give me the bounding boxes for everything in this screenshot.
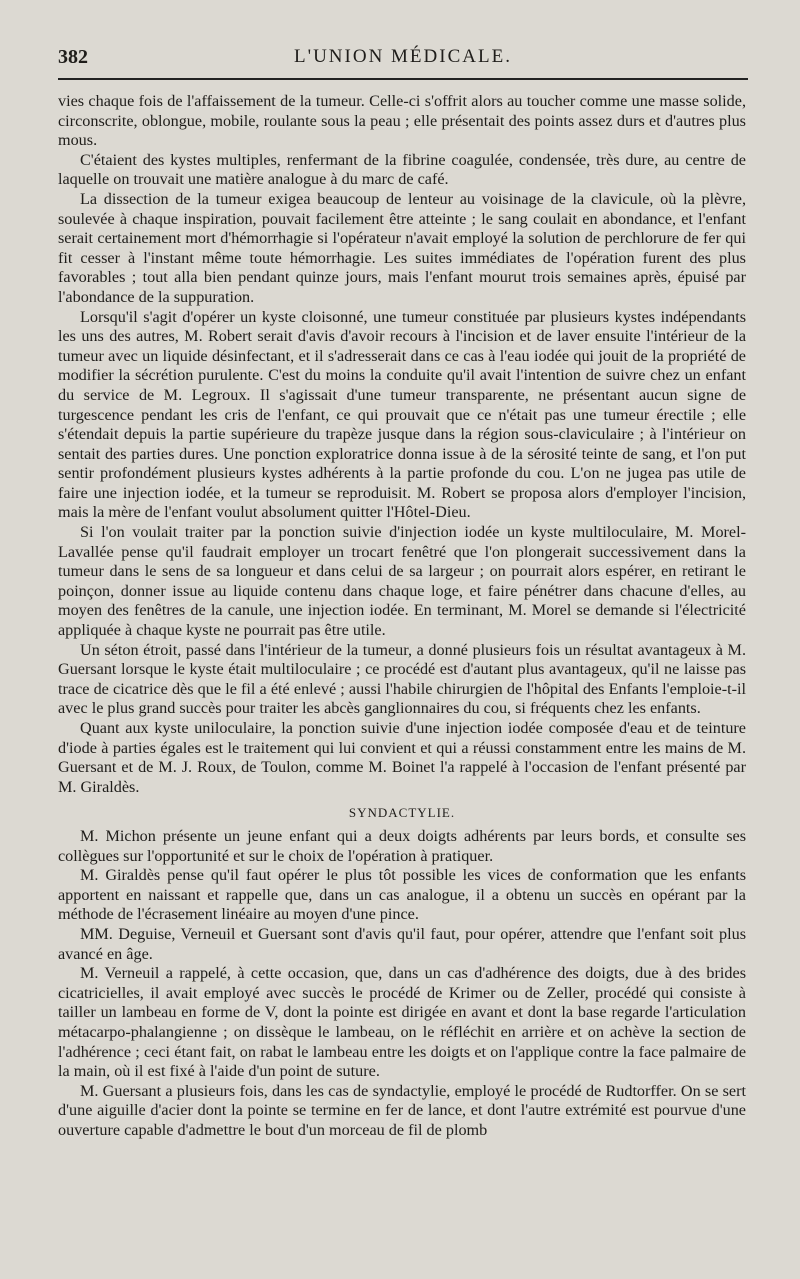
paragraph: C'étaient des kystes multiples, renfermant de la fibrine coagulée, condensée, très dure, au centre de laquelle on trouvait une matière analogue à du marc de café. (58, 150, 746, 189)
paragraph: Quant aux kyste uniloculaire, la ponction suivie d'une injection iodée composée d'eau et de teinture d'iode à parties égales est le traitement qui lui convient et qui a réussi constamment entre les mains de M. Guersant et de M. J. Roux, de Toulon, comme M. Boinet l'a rappelé à l'occasion de l'enfant présenté par M. Giraldès. (58, 719, 746, 796)
page-number: 382 (58, 46, 88, 68)
header-rule (58, 78, 748, 80)
paragraph: Un séton étroit, passé dans l'intérieur de la tumeur, a donné plusieurs fois un résultat avantageux à M. Guersant lorsque le kyste était multiloculaire ; ce procédé est d'autant plus avantageux, qu'il ne laisse pas trace de cicatrice dès que le fil a été enlevé ; aussi l'habile chirurgien de l'hôpital des Enfants l'emploie-t-il avec le plus grand succès pour traiter les abcès ganglionnaires du cou, si fréquents chez les enfants. (58, 640, 746, 718)
paragraph: MM. Deguise, Verneuil et Guersant sont d'avis qu'il faut, pour opérer, attendre que l'enfant soit plus avancé en âge. (58, 924, 746, 963)
running-head (58, 40, 748, 74)
paragraph: Si l'on voulait traiter par la ponction suivie d'injection iodée un kyste multiloculaire, M. Morel-Lavallée pense qu'il faudrait employer un trocart fenêtré que l'on plongerait successivement dans la tumeur dans le sens de sa longueur et dans celui de sa largeur ; on pourrait alors espérer, en retirant le poinçon, donner issue au liquide contenu dans chaque loge, et faire pénétrer dans chacune d'elles, au moyen des fenêtres de la canule, une injection iodée. En terminant, M. Morel se demande si l'électricité appliquée à chaque kyste ne pourrait pas être utile. (58, 523, 746, 640)
paragraph: Lorsqu'il s'agit d'opérer un kyste cloisonné, une tumeur constituée par plusieurs kystes indépendants les uns des autres, M. Robert serait d'avis d'avoir recours à l'incision et de laver ensuite l'intérieur de la tumeur avec un liquide désinfectant, et il s'adresserait dans ce cas à l'eau iodée qui jouit de la propriété de modifier la sécrétion purulente. C'est du moins la conduite qu'il avait l'intention de suivre chez un enfant du service de M. Legroux. Il s'agissait d'une tumeur transparente, ne présentant aucun signe de turgescence pendant les cris de l'enfant, ce qui prouvait que ce n'était pas une tumeur érectile ; elle s'étendait depuis la partie supérieure du trapèze jusque dans la région sous-claviculaire ; à l'intérieur on sentait des parties dures. Une ponction exploratrice donna issue à de la sérosité teinte de sang, et l'on put sentir profondément plusieurs kystes adhérents à la partie profonde du cou. L'on ne jugea pas utile de faire une injection iodée, et la tumeur se reproduisit. M. Robert se proposa alors d'employer l'incision, mais la mère de l'enfant voulut absolument quitter l'Hôtel-Dieu. (58, 307, 746, 522)
paragraph: M. Verneuil a rappelé, à cette occasion, que, dans un cas d'adhérence des doigts, due à des brides cicatricielles, il avait employé avec succès le procédé de Krimer ou de Zeller, procédé qui consiste à tailler un lambeau en forme de V, dont la pointe est dirigée en avant et dont la base regarde l'articulation métacarpo-phalangienne ; on dissèque le lambeau, on le réfléchit en arrière et on achève la section de l'adhérence ; ceci étant fait, on rabat le lambeau entre les doigts et on l'applique contre la face palmaire de la main, où il est fixé à l'aide d'un point de suture. (58, 964, 746, 1081)
paragraph: La dissection de la tumeur exigea beaucoup de lenteur au voisinage de la clavicule, où la plèvre, soulevée à chaque inspiration, pouvait facilement être atteinte ; le sang coulait en abondance, et l'enfant serait certainement mort d'hémorrhagie si l'opérateur n'avait employé la solution de perchlorure de fer qui fit cesser à l'instant même toute hémorrhagie. Les suites immédiates de l'opération furent des plus favorables ; tout alla bien pendant quinze jours, mais l'enfant mourut trois semaines après, épuisé par l'abondance de la suppuration. (58, 189, 746, 306)
paragraph: M. Giraldès pense qu'il faut opérer le plus tôt possible les vices de conformation que les enfants apportent en naissant et rappelle que, dans un cas analogue, il a obtenu un succès en opérant par la méthode de l'écrasement linéaire au moyen d'une pince. (58, 866, 746, 924)
paragraph: M. Michon présente un jeune enfant qui a deux doigts adhérents par leurs bords, et consulte ses collègues sur l'opportunité et sur le choix de l'opération à pratiquer. (58, 826, 746, 865)
paragraph: vies chaque fois de l'affaissement de la tumeur. Celle-ci s'offrit alors au toucher comme une masse solide, circonscrite, oblongue, mobile, roulante sous la peau ; elle présentait des points assez durs et d'autres plus mous. (58, 92, 746, 150)
article-body (58, 92, 746, 1140)
section-title: SYNDACTYLIE. (348, 805, 456, 821)
paragraph: M. Guersant a plusieurs fois, dans les cas de syndactylie, employé le procédé de Rudtorffer. On se sert d'une aiguille d'acier dont la pointe se termine en fer de lance, et dont l'autre extrémité est pourvue d'une ouverture capable d'admettre le bout d'un morceau de fil de plomb (58, 1081, 746, 1139)
journal-title: L'UNION MÉDICALE. (294, 46, 512, 67)
